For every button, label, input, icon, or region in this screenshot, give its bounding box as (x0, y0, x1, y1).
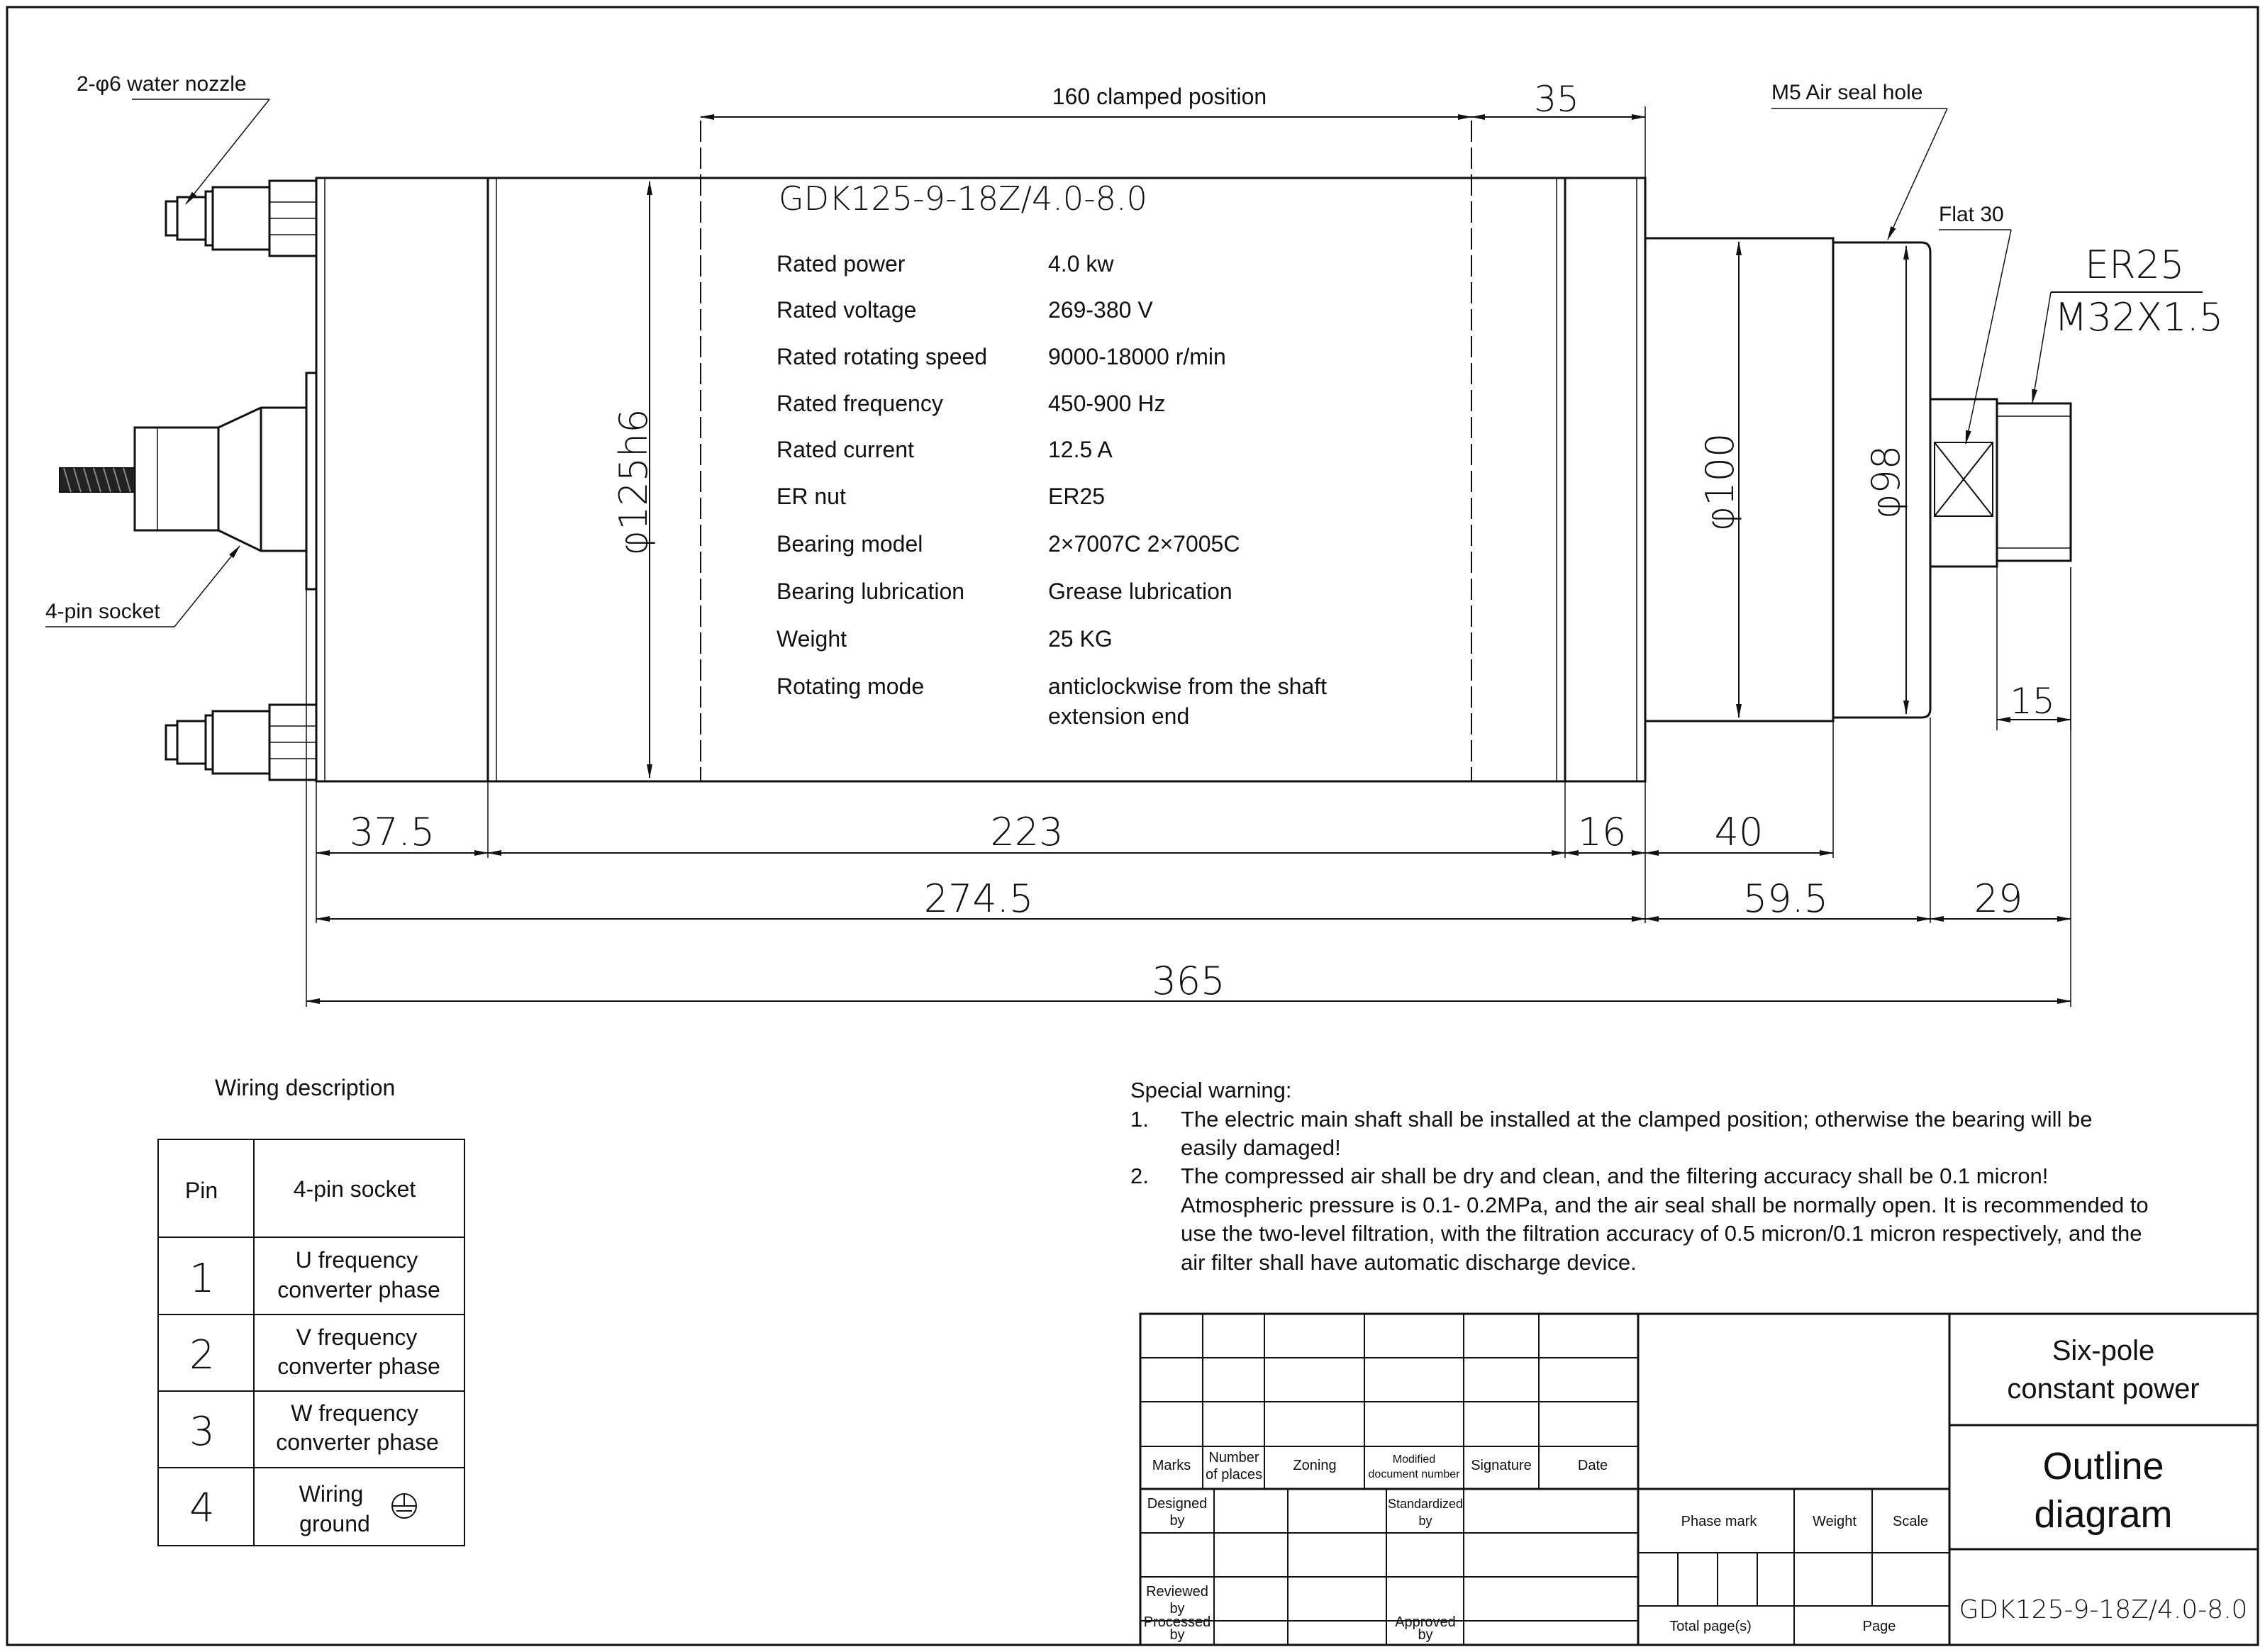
callout-thread-label: M32X1.5 (2054, 295, 2224, 340)
warning-line: Atmospheric pressure is 0.1- 0.2MPa, and the air seal shall be normally open. It is recommended to (1181, 1193, 2149, 1217)
dim-dia98 (1864, 246, 1908, 714)
callout-flat (1939, 203, 2011, 444)
dim-37-5: 37.5 (349, 810, 435, 854)
warning-line: easily damaged! (1181, 1135, 1341, 1160)
dim-dia100-label: φ100 (1698, 432, 1742, 532)
tb-modified: document number (1368, 1468, 1460, 1480)
warning-num-1: 1. (1130, 1107, 1149, 1132)
dim-223: 223 (990, 810, 1064, 854)
spec-label: Rated power (777, 251, 906, 277)
tb-phase-mark: Phase mark (1681, 1514, 1757, 1529)
dim-dia100 (1698, 242, 1742, 718)
warning-title: Special warning: (1130, 1078, 1292, 1103)
spec-label: Bearing lubrication (777, 579, 965, 604)
wiring-desc: W frequency (291, 1400, 418, 1426)
spec-value: 25 KG (1048, 626, 1113, 652)
dim-29: 29 (1974, 876, 2023, 921)
tb-weight: Weight (1813, 1514, 1857, 1529)
spec-label: Rated rotating speed (777, 344, 988, 369)
spec-label: Weight (777, 626, 847, 652)
dim-274-5: 274.5 (923, 876, 1034, 921)
tb-outline: diagram (2034, 1493, 2173, 1536)
tb-designed: by (1169, 1513, 1185, 1529)
dim-dia98-label: φ98 (1864, 445, 1908, 520)
dim-dia125-label: φ125h6 (611, 408, 656, 556)
callout-water-nozzle-label: 2-φ6 water nozzle (77, 72, 247, 96)
tb-signature: Signature (1471, 1458, 1532, 1473)
water-nozzle-top (166, 181, 316, 256)
callout-flat-label: Flat 30 (1939, 203, 2004, 226)
tb-processed: Processed (1143, 1614, 1211, 1630)
ground-icon (392, 1494, 416, 1518)
dim-row-1 (316, 810, 1833, 854)
tb-date: Date (1577, 1458, 1608, 1473)
wiring-desc: converter phase (276, 1429, 439, 1455)
spec-value-cont: extension end (1048, 703, 1190, 729)
wiring-desc: Wiring (299, 1481, 364, 1507)
wiring-header-socket: 4-pin socket (293, 1176, 416, 1202)
callout-er-thread (2032, 242, 2223, 403)
wiring-desc: converter phase (277, 1354, 440, 1379)
tb-approved-by: by (1418, 1627, 1433, 1643)
callout-water-nozzle (77, 72, 269, 204)
warning-line: The electric main shaft shall be installed at the clamped position; otherwise the bearing will be (1181, 1107, 2093, 1132)
warning-line: The compressed air shall be dry and clean, and the filtering accuracy shall be 0.1 micron! (1181, 1163, 2049, 1188)
callout-socket (45, 546, 240, 627)
dim-clamped (701, 79, 1645, 178)
callout-socket-label: 4-pin socket (45, 600, 160, 623)
wiring-pin: 3 (189, 1409, 215, 1455)
spec-value: 9000-18000 r/min (1048, 344, 1226, 369)
wiring-desc: V frequency (296, 1324, 418, 1350)
spec-label: Rotating mode (777, 674, 925, 699)
warning-num-2: 2. (1130, 1163, 1149, 1188)
spec-value: 12.5 A (1048, 437, 1113, 462)
tb-standardized: Standardized (1387, 1497, 1464, 1511)
tb-outline: Outline (2042, 1445, 2164, 1488)
wiring-desc: U frequency (295, 1247, 418, 1273)
tb-number-places: of places (1205, 1467, 1263, 1483)
wiring-desc: converter phase (277, 1277, 440, 1302)
dim-row-2 (316, 876, 2071, 921)
tb-modified: Modified (1392, 1453, 1436, 1466)
callout-air-seal (1771, 81, 1947, 240)
wiring-table (158, 1139, 464, 1546)
dim-15 (1997, 567, 2071, 730)
warning-line: use the two-level filtration, with the filtration accuracy of 0.5 micron/0.1 micron respectively, and the (1181, 1221, 2142, 1246)
dim-dia125 (611, 182, 656, 778)
tb-designed: Designed (1147, 1496, 1208, 1512)
warning-line: air filter shall have automatic discharge device. (1181, 1250, 1637, 1275)
socket-connector (60, 408, 306, 551)
tb-number-places: Number (1208, 1450, 1259, 1466)
tb-reviewed: Reviewed (1146, 1584, 1208, 1600)
spec-value: 450-900 Hz (1048, 391, 1166, 416)
tb-scale: Scale (1892, 1514, 1929, 1529)
tb-six-pole: constant power (2007, 1373, 2200, 1405)
spec-value: 4.0 kw (1048, 251, 1114, 277)
spindle-body (316, 121, 1645, 781)
wiring-desc: ground (299, 1511, 370, 1536)
tb-approved: Approved (1395, 1614, 1456, 1630)
tb-zoning: Zoning (1293, 1458, 1337, 1473)
spec-value: ER25 (1048, 484, 1106, 509)
special-warning (1130, 1078, 2149, 1275)
spec-value: 269-380 V (1048, 297, 1153, 323)
dim-59-5: 59.5 (1742, 876, 1829, 921)
tb-reviewed: by (1169, 1601, 1185, 1617)
callout-air-seal-label: M5 Air seal hole (1771, 81, 1923, 104)
water-nozzle-bottom (166, 705, 316, 780)
spec-label: Rated current (777, 437, 914, 462)
tb-total-pages: Total page(s) (1669, 1619, 1752, 1634)
dim-16: 16 (1577, 810, 1627, 854)
tb-page: Page (1862, 1619, 1896, 1634)
spec-list (777, 251, 1327, 729)
dim-row-3 (306, 959, 2071, 1003)
body-model-title: GDK125-9-18Z/4.0-8.0 (779, 179, 1147, 218)
tb-processed-by: by (1169, 1627, 1185, 1643)
spec-label: Rated frequency (777, 391, 943, 416)
spec-label: Rated voltage (777, 297, 917, 323)
wiring-pin: 2 (189, 1332, 215, 1378)
wiring-pin: 1 (189, 1256, 215, 1302)
spec-label: Bearing model (777, 531, 923, 557)
spec-value: Grease lubrication (1048, 579, 1232, 604)
rear-plate (306, 373, 316, 589)
dim-clamped-label: 160 clamped position (1052, 84, 1267, 109)
tb-six-pole: Six-pole (2052, 1335, 2155, 1366)
tb-drawing-number: GDK125-9-18Z/4.0-8.0 (1959, 1595, 2248, 1624)
tb-standardized: by (1418, 1514, 1432, 1528)
wiring-header-pin: Pin (184, 1178, 218, 1203)
wiring-pin: 4 (189, 1485, 215, 1531)
spec-value: 2×7007C 2×7005C (1048, 531, 1240, 557)
er-nut (1930, 399, 2071, 567)
spec-value: anticlockwise from the shaft (1048, 674, 1328, 699)
wiring-title: Wiring description (215, 1075, 396, 1100)
dim-40: 40 (1714, 810, 1764, 854)
drawing-frame (7, 7, 2258, 1645)
callout-er-label: ER25 (2085, 242, 2185, 287)
dim-35: 35 (1534, 79, 1579, 120)
spec-label: ER nut (777, 484, 846, 509)
title-block (1140, 1314, 2258, 1652)
tb-marks: Marks (1152, 1458, 1191, 1473)
dim-365: 365 (1152, 959, 1225, 1003)
dim-15-label: 15 (2010, 681, 2055, 722)
